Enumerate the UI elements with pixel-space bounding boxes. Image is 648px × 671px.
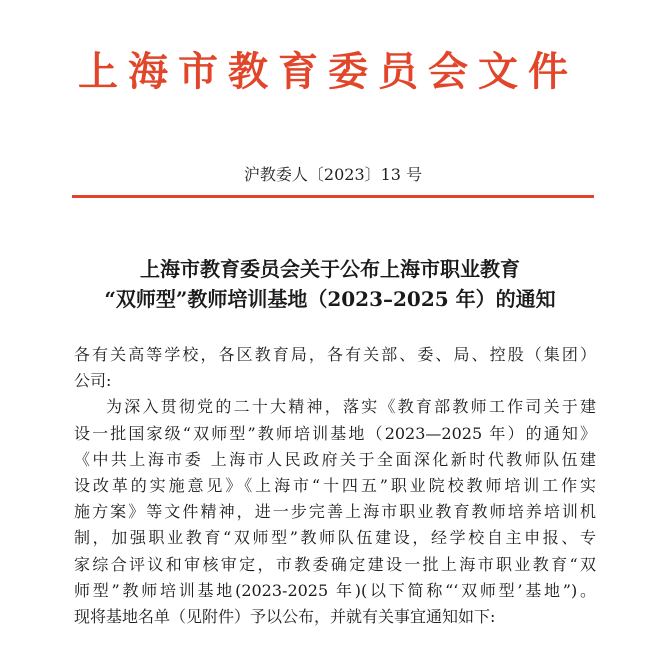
paragraph-line: 为深入贯彻党的二十大精神，落实《教育部教师工作司关于建: [106, 397, 596, 417]
red-divider-line: [72, 195, 594, 198]
paragraph-line: 设一批国家级“双师型”教师培训基地（2023—2025 年）的通知》: [74, 423, 596, 443]
addressee-line-1: 各有关高等学校，各区教育局，各有关部、委、局、控股（集团）: [74, 345, 596, 364]
paragraph-line: 施方案》等文件精神，进一步完善上海市职业教育教师培养培训机: [74, 502, 596, 522]
notice-title: [60, 254, 600, 314]
paragraph-line: 家综合评议和审核审定，市教委确定建设一批上海市职业教育“双: [74, 554, 596, 574]
notice-title-line-2: “双师型”教师培训基地（2023–2025 年）的通知: [104, 287, 556, 311]
paragraph-line: 设改革的实施意见》《上海市“十四五”职业院校教师培训工作实: [74, 476, 596, 496]
paragraph-line: 师型”教师培训基地(2023-2025 年)(以下简称“‘双师型’基地”)。: [74, 580, 596, 600]
notice-title-line-1: 上海市教育委员会关于公布上海市职业教育: [140, 257, 520, 281]
notice-body: [74, 342, 596, 630]
addressee-line-2: 公司:: [74, 371, 112, 391]
masthead-title: 上海市教育委员会文件: [78, 48, 578, 95]
paragraph-line: 《中共上海市委 上海市人民政府关于全面深化新时代教师队伍建: [74, 449, 596, 469]
paragraph-line: 现将基地名单（见附件）予以公布，并就有关事宜通知如下:: [74, 607, 496, 627]
paragraph-line: 制，加强职业教育“双师型”教师队伍建设，经学校自主申报、专: [74, 528, 596, 548]
document-number: 沪教委人〔2023〕13 号: [243, 165, 423, 184]
